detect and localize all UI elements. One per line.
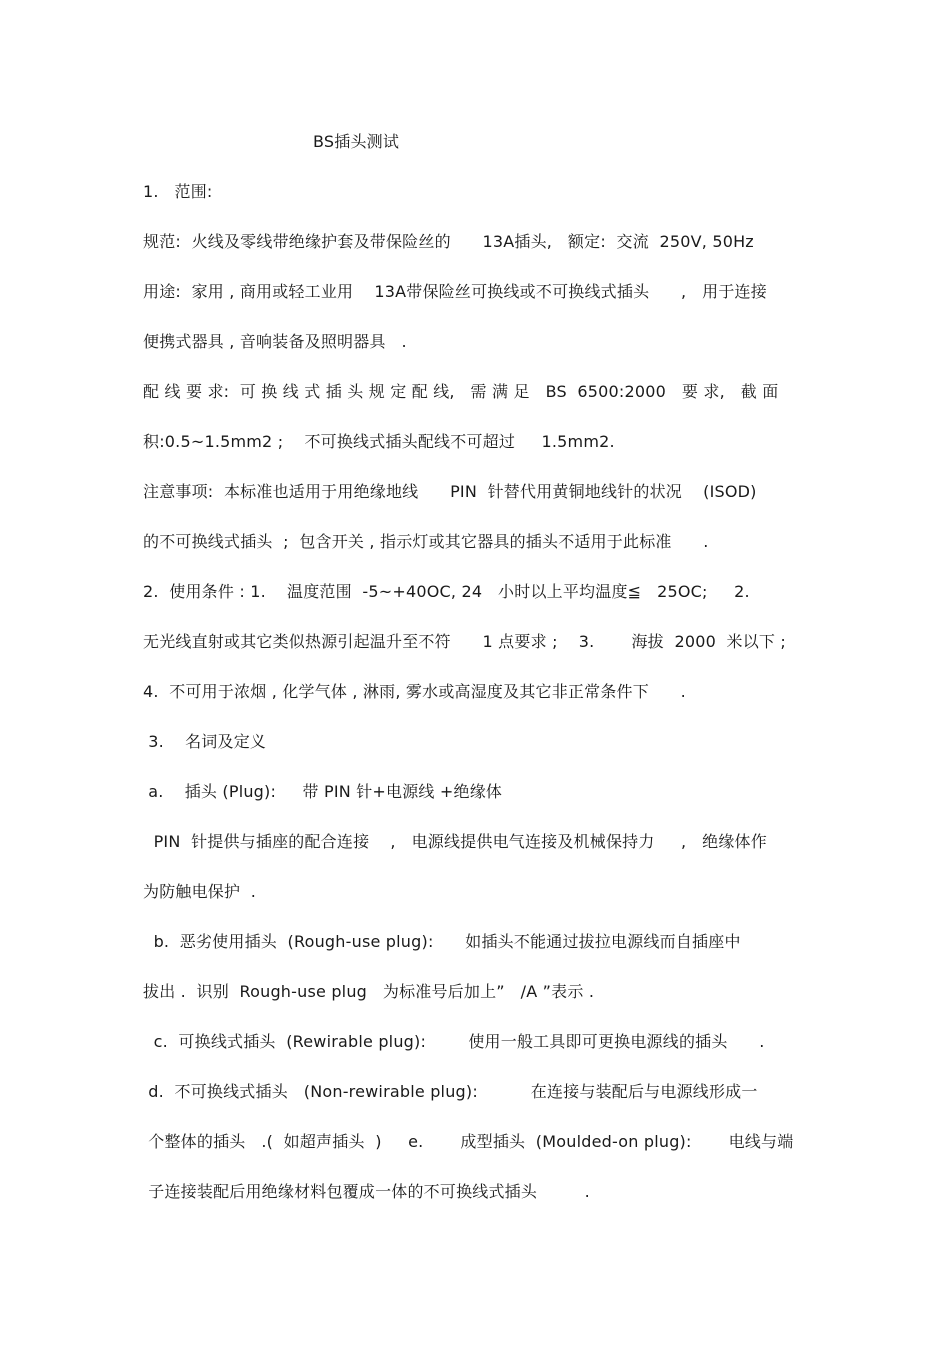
text-line: 个整体的插头 .( 如超声插头 ) e. 成型插头 (Moulded-on plug): 电线与端 <box>143 1132 794 1151</box>
text-line: 积:0.5~1.5mm2 ; 不可换线式插头配线不可超过 1.5mm2. <box>143 432 615 451</box>
text-line: 规范: 火线及零线带绝缘护套及带保险丝的 13A插头, 额定: 交流 250V, 50Hz <box>143 232 754 251</box>
text-line: a. 插头 (Plug): 带 PIN 针+电源线 +绝缘体 <box>143 782 503 801</box>
text-line: 便携式器具 , 音响装备及照明器具 . <box>143 332 407 351</box>
text-line: 子连接装配后用绝缘材料包覆成一体的不可换线式插头 . <box>143 1182 590 1201</box>
text-line: 4. 不可用于浓烟 , 化学气体 , 淋雨, 雾水或高湿度及其它非正常条件下 . <box>143 682 686 701</box>
text-line: 注意事项: 本标准也适用于用绝缘地线 PIN 针替代用黄铜地线针的状况 (ISOD) <box>143 482 757 501</box>
text-line: 2. 使用条件 : 1. 温度范围 -5~+40OC, 24 小时以上平均温度≦ 25OC; 2. <box>143 582 750 601</box>
text-line: 的不可换线式插头 ; 包含开关 , 指示灯或其它器具的插头不适用于此标准 . <box>143 532 709 551</box>
section-heading: 3. 名词及定义 <box>143 732 267 751</box>
document-title: BS插头测试 <box>313 132 400 151</box>
text-line: 配 线 要 求: 可 换 线 式 插 头 规 定 配 线, 需 满 足 BS 6500:2000 要 求, 截 面 <box>143 382 779 401</box>
text-line: 用途: 家用 , 商用或轻工业用 13A带保险丝可换线或不可换线式插头 , 用于连接 <box>143 282 767 301</box>
text-line: d. 不可换线式插头 (Non-rewirable plug): 在连接与装配后与电源线形成一 <box>143 1082 758 1101</box>
text-line: 为防触电保护 . <box>143 882 257 901</box>
text-line: 无光线直射或其它类似热源引起温升至不符 1 点要求 ; 3. 海拔 2000 米以下 ; <box>143 632 787 651</box>
text-line: c. 可换线式插头 (Rewirable plug): 使用一般工具即可更换电源线的插头 . <box>143 1032 765 1051</box>
text-line: PIN 针提供与插座的配合连接 , 电源线提供电气连接及机械保持力 , 绝缘体作 <box>143 832 767 851</box>
text-line: b. 恶劣使用插头 (Rough-use plug): 如插头不能通过拔拉电源线而自插座中 <box>143 932 741 951</box>
text-line: 拔出 . 识别 Rough-use plug 为标准号后加上” /A ”表示 . <box>143 982 595 1001</box>
text-line: 1. 范围: <box>143 182 213 201</box>
